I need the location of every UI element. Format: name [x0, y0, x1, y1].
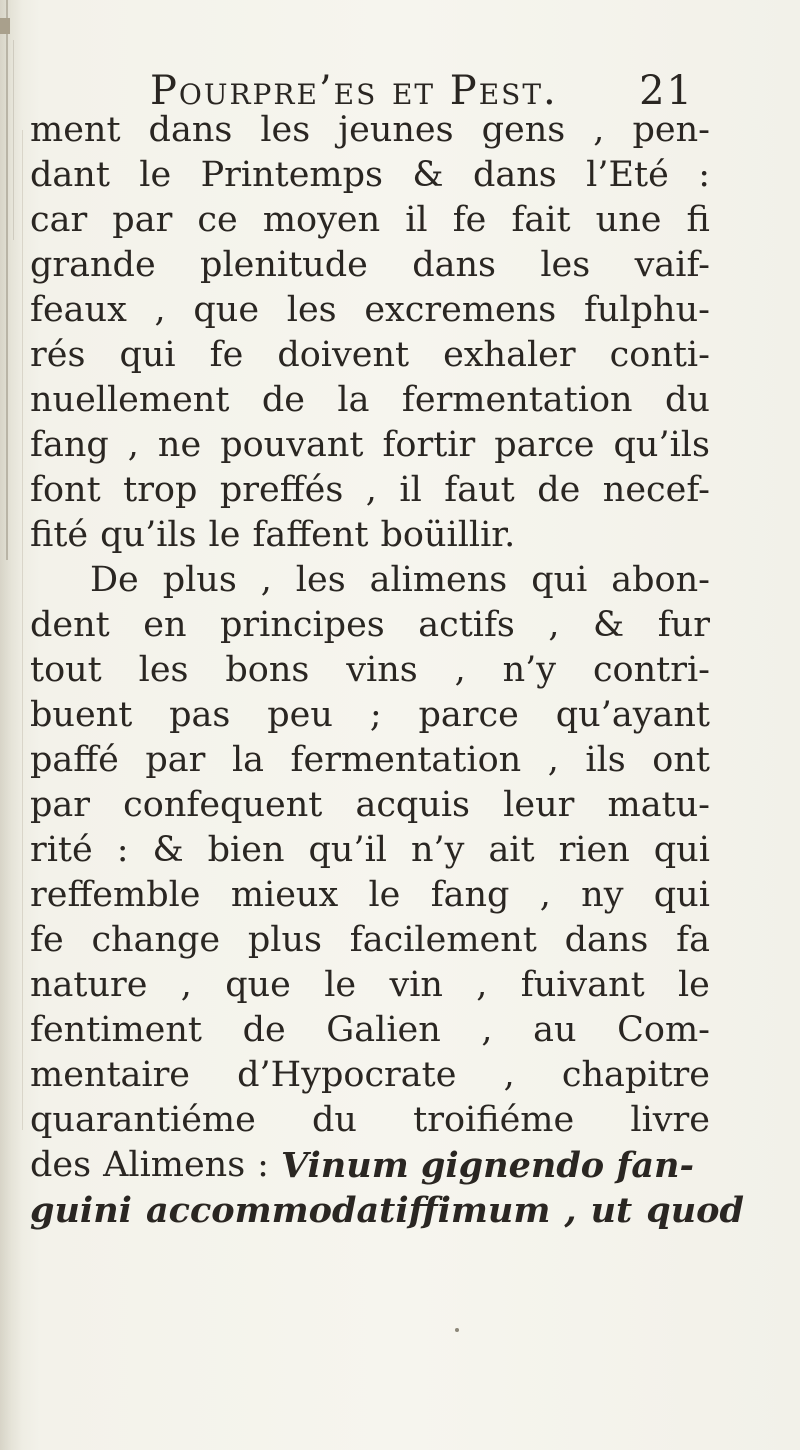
paper-speck [455, 1328, 459, 1332]
binding-edge-line [6, 0, 8, 560]
text-line: reffemble mieux le fang , ny qui [30, 875, 710, 915]
binding-tab-mark [0, 18, 10, 34]
text-line: rés qui fe doivent exhaler conti- [30, 335, 710, 375]
text-line: fe change plus facilement dans fa [30, 920, 710, 960]
text-line: par confequent acquis leur matu- [30, 785, 710, 825]
binding-gutter [0, 0, 22, 1450]
text-line: grande plenitude dans les vaif- [30, 245, 710, 285]
text-line: mentaire d’Hypocrate , chapitre [30, 1055, 710, 1095]
text-line: tout les bons vins , n’y contri- [30, 650, 710, 690]
page-number: 21 [639, 68, 694, 114]
text-line: rité : & bien qu’il n’y ait rien qui [30, 830, 710, 870]
text-line: quarantiéme du troifiéme livre [30, 1100, 710, 1140]
text-line: font trop preffés , il faut de necef- [30, 470, 710, 510]
text-line: fang , ne pouvant fortir parce qu’ils [30, 425, 710, 465]
text-line: nature , que le vin , fuivant le [30, 965, 710, 1005]
text-line: paffé par la fermentation , ils ont [30, 740, 710, 780]
binding-edge-line-thin [13, 40, 14, 240]
text-line: des Alimens : Vinum gignendo fan- [30, 1145, 695, 1186]
text-line: buent pas peu ; parce qu’ayant [30, 695, 710, 735]
text-line: nuellement de la fermentation du [30, 380, 710, 420]
text-line: ment dans les jeunes gens , pen- [30, 110, 710, 150]
running-header-title: Pourpre’es et Pest. [150, 68, 558, 114]
text-line: dent en principes actifs , & fur [30, 605, 710, 645]
text-line: guini accommodatiffimum , ut quod [30, 1190, 744, 1231]
text-line: fité qu’ils le faffent boüillir. [30, 515, 516, 555]
text-line: De plus , les alimens qui abon- [90, 560, 710, 600]
margin-rule [22, 130, 23, 1130]
page-text [30, 108, 744, 1233]
text-line: fentiment de Galien , au Com- [30, 1010, 710, 1050]
text-line: feaux , que les excremens fulphu- [30, 290, 710, 330]
latin-quotation: Vinum gignendo fan- [280, 1145, 695, 1186]
text-line: dant le Printemps & dans l’Eté : [30, 155, 710, 195]
text-line: car par ce moyen il fe fait une fi [30, 200, 710, 240]
